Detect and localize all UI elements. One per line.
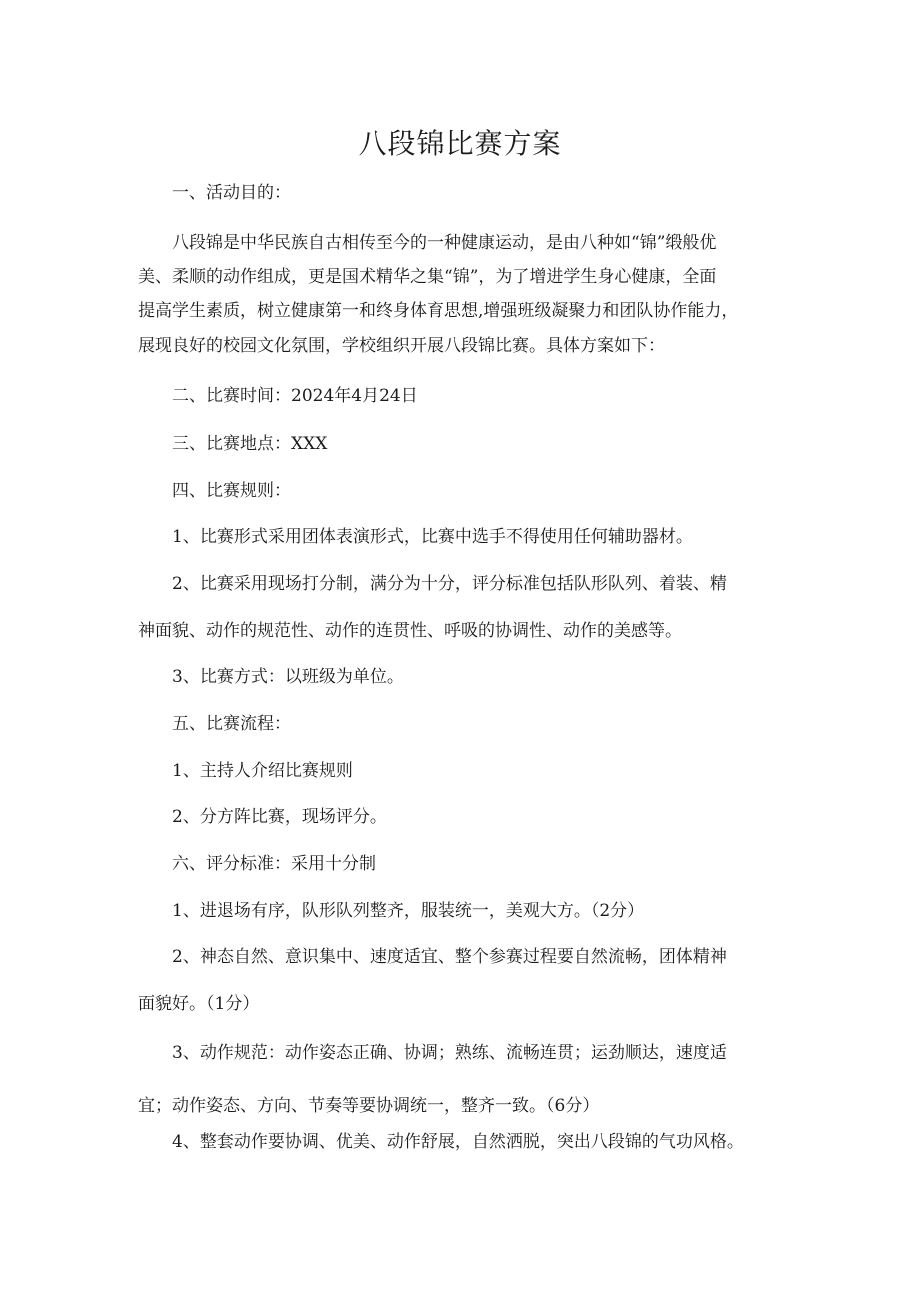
document-title: 八段锦比赛方案 <box>358 127 562 160</box>
list-item: 4、整套动作要协调、优美、动作舒展，自然洒脱，突出八段锦的气功风格。 <box>172 1132 744 1152</box>
paragraph-line: 美、柔顺的动作组成，更是国术精华之集“锦”，为了增进学生身心健康，全面 <box>138 267 717 287</box>
list-item: 1、进退场有序，队形队列整齐，服装统一，美观大方。（2分） <box>172 901 645 921</box>
paragraph-line: 八段锦是中华民族自古相传至今的一种健康运动，是由八种如“锦”缎般优 <box>172 233 717 253</box>
section-heading-rules: 四、比赛规则： <box>172 481 291 501</box>
list-item: 2、神态自然、意识集中、速度适宜、整个参赛过程要自然流畅，团体精神 <box>172 947 727 967</box>
paragraph-line: 提高学生素质，树立健康第一和终身体育思想,增强班级凝聚力和团队协作能力， <box>138 301 739 321</box>
list-item-continuation: 神面貌、动作的规范性、动作的连贯性、呼吸的协调性、动作的美感等。 <box>138 621 682 641</box>
list-item: 1、比赛形式采用团体表演形式，比赛中选手不得使用任何辅助器材。 <box>172 527 693 547</box>
list-item-continuation: 宜；动作姿态、方向、节奏等要协调统一，整齐一致。（6分） <box>138 1096 600 1116</box>
list-item: 1、主持人介绍比赛规则 <box>172 761 353 781</box>
list-item: 2、比赛采用现场打分制，满分为十分，评分标准包括队形队列、着装、精 <box>172 574 727 594</box>
section-heading-process: 五、比赛流程： <box>172 714 291 734</box>
paragraph-line: 展现良好的校园文化氛围，学校组织开展八段锦比赛。具体方案如下： <box>138 336 665 356</box>
section-heading-time: 二、比赛时间：2024年4月24日 <box>172 386 418 406</box>
list-item-continuation: 面貌好。（1分） <box>138 994 260 1014</box>
list-item: 3、比赛方式：以班级为单位。 <box>172 667 404 687</box>
section-heading-scoring: 六、评分标准：采用十分制 <box>172 854 376 874</box>
section-heading-location: 三、比赛地点：XXX <box>172 434 328 454</box>
list-item: 3、动作规范：动作姿态正确、协调；熟练、流畅连贯；运劲顺达，速度适 <box>172 1043 727 1063</box>
list-item: 2、分方阵比赛，现场评分。 <box>172 807 387 827</box>
section-heading-purpose: 一、活动目的： <box>172 183 291 203</box>
